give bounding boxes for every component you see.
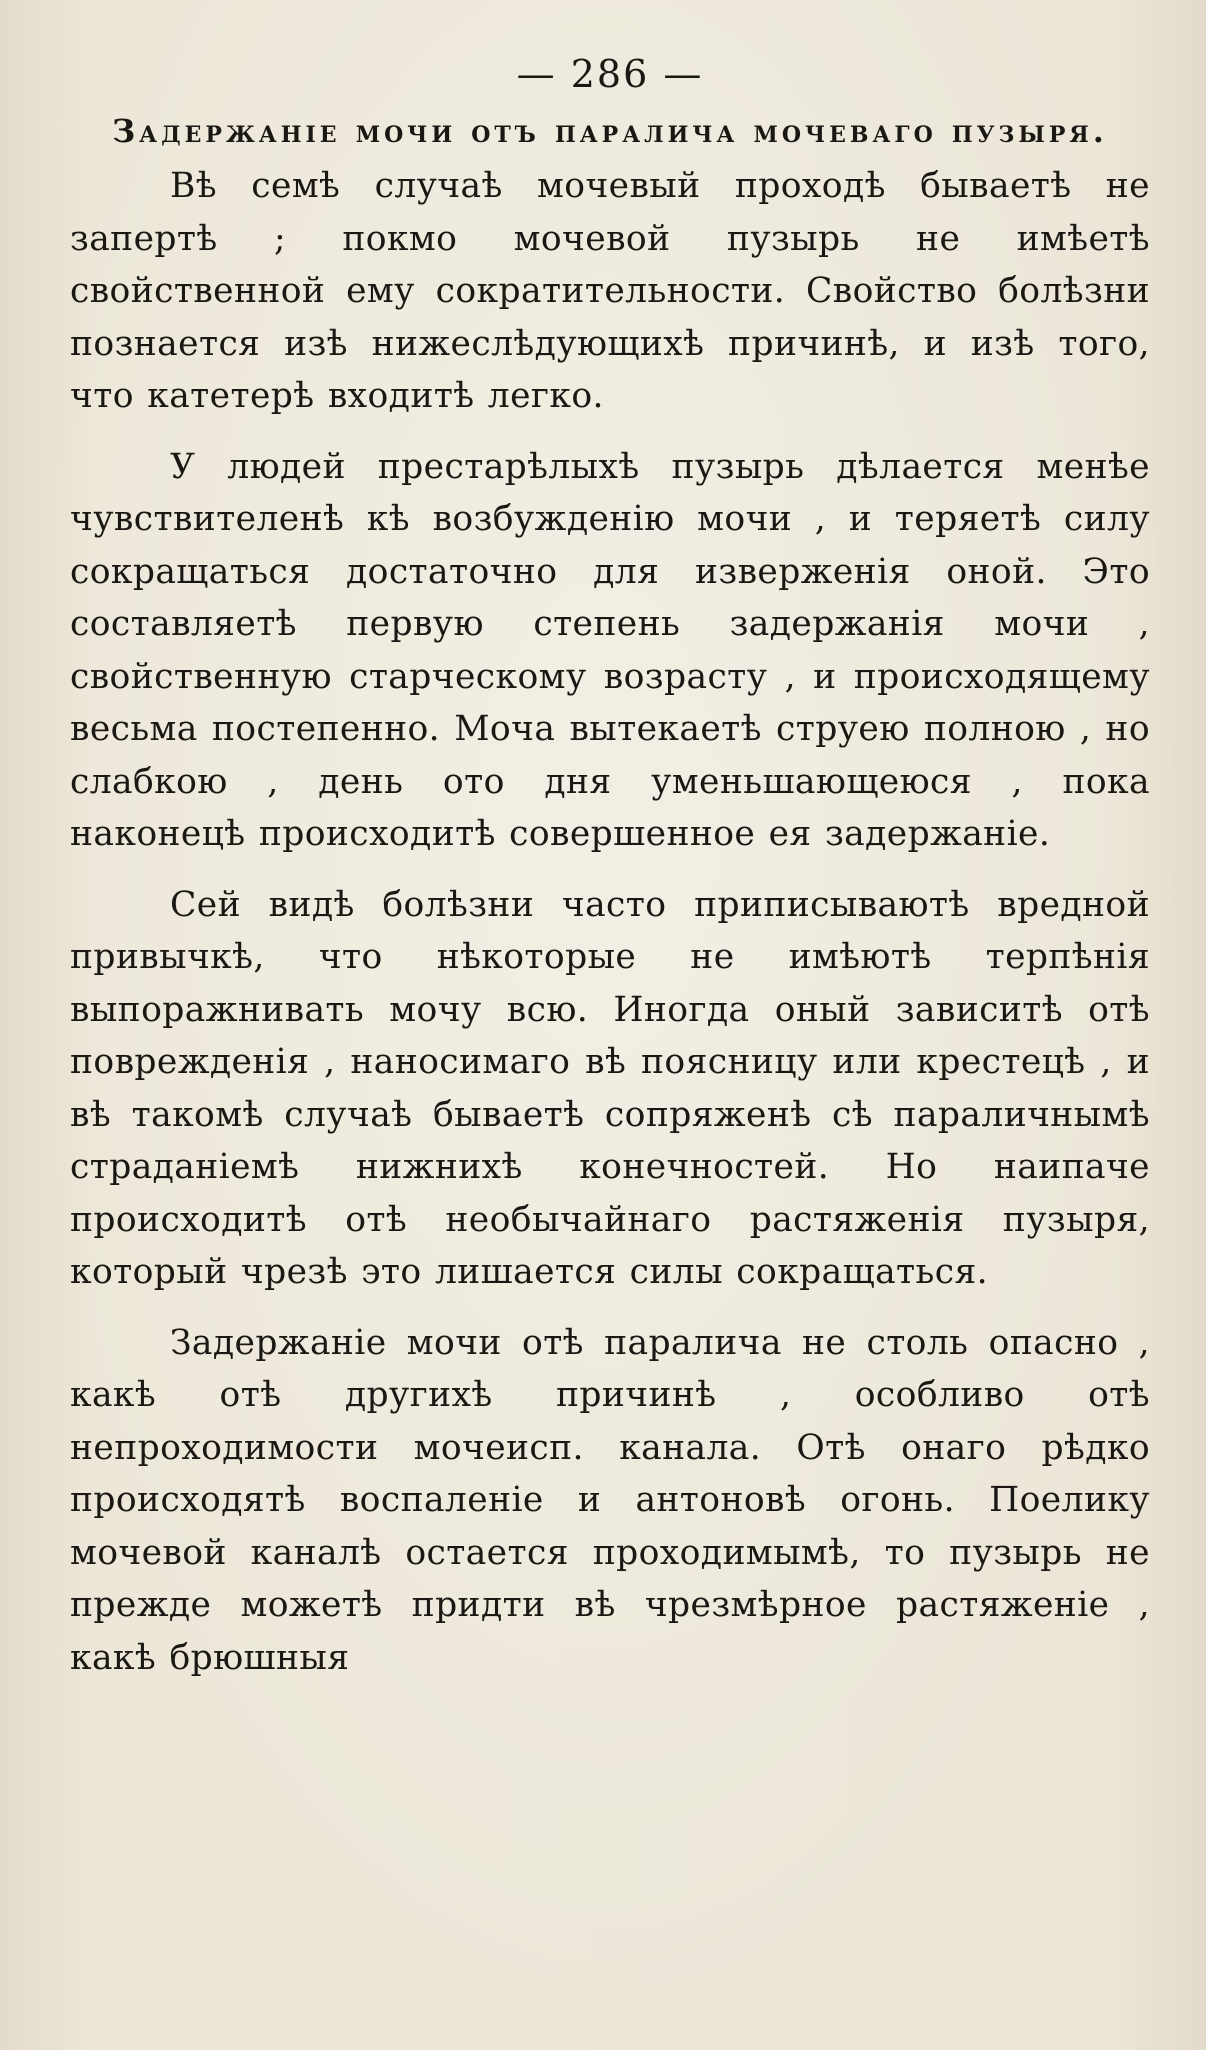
paragraph-1: Вѣ семѣ случаѣ мочевый проходѣ бываетѣ не запертѣ ; покмо мочевой пузырь не имѣетѣ свойственной ему сократительности. Свойство болѣзни познается изѣ нижеслѣдующихѣ причинѣ, и изѣ того, что катетерѣ входитѣ легко. <box>70 166 1150 416</box>
body-text <box>70 160 1150 1684</box>
section-heading: Задержаніе мочи отъ паралича мочеваго пузыря. <box>112 112 1108 150</box>
paragraph-4: Задержаніе мочи отѣ паралича не столь опасно , какѣ отѣ другихѣ причинѣ , особливо отѣ непроходимости мочеисп. канала. Отѣ онаго рѣдко происходятѣ воспаленіе и антоновѣ огонь. Поелику мочевой каналѣ остается проходимымѣ, то пузырь не прежде можетѣ придти вѣ чрезмѣрное растяженіе , какѣ брюшныя <box>70 1322 1150 1678</box>
page-number: — 286 — <box>516 52 704 96</box>
paragraph-2: У людей престарѣлыхѣ пузырь дѣлается менѣе чувствителенѣ кѣ возбужденію мочи , и теряетѣ силу сокращаться достаточно для изверженія оной. Это составляетѣ первую степень задержанія мочи , свойственную старческому возрасту , и происходящему весьма постепенно. Моча вытекаетѣ струею полною , но слабкою , день ото дня уменьшающеюся , пока наконецѣ происходитѣ совершенное ея задержаніе. <box>70 446 1150 854</box>
paragraph-3: Сей видѣ болѣзни часто приписываютѣ вредной привычкѣ, что нѣкоторые не имѣютѣ терпѣнія выпоражнивать мочу всю. Иногда оный зависитѣ отѣ поврежденія , наносимаго вѣ поясницу или крестецѣ , и вѣ такомѣ случаѣ бываетѣ сопряженѣ сѣ параличнымѣ страданіемѣ нижнихѣ конечностей. Но наипаче происходитѣ отѣ необычайнаго растяженія пузыря, который чрезѣ это лишается силы сокращаться. <box>70 884 1150 1292</box>
